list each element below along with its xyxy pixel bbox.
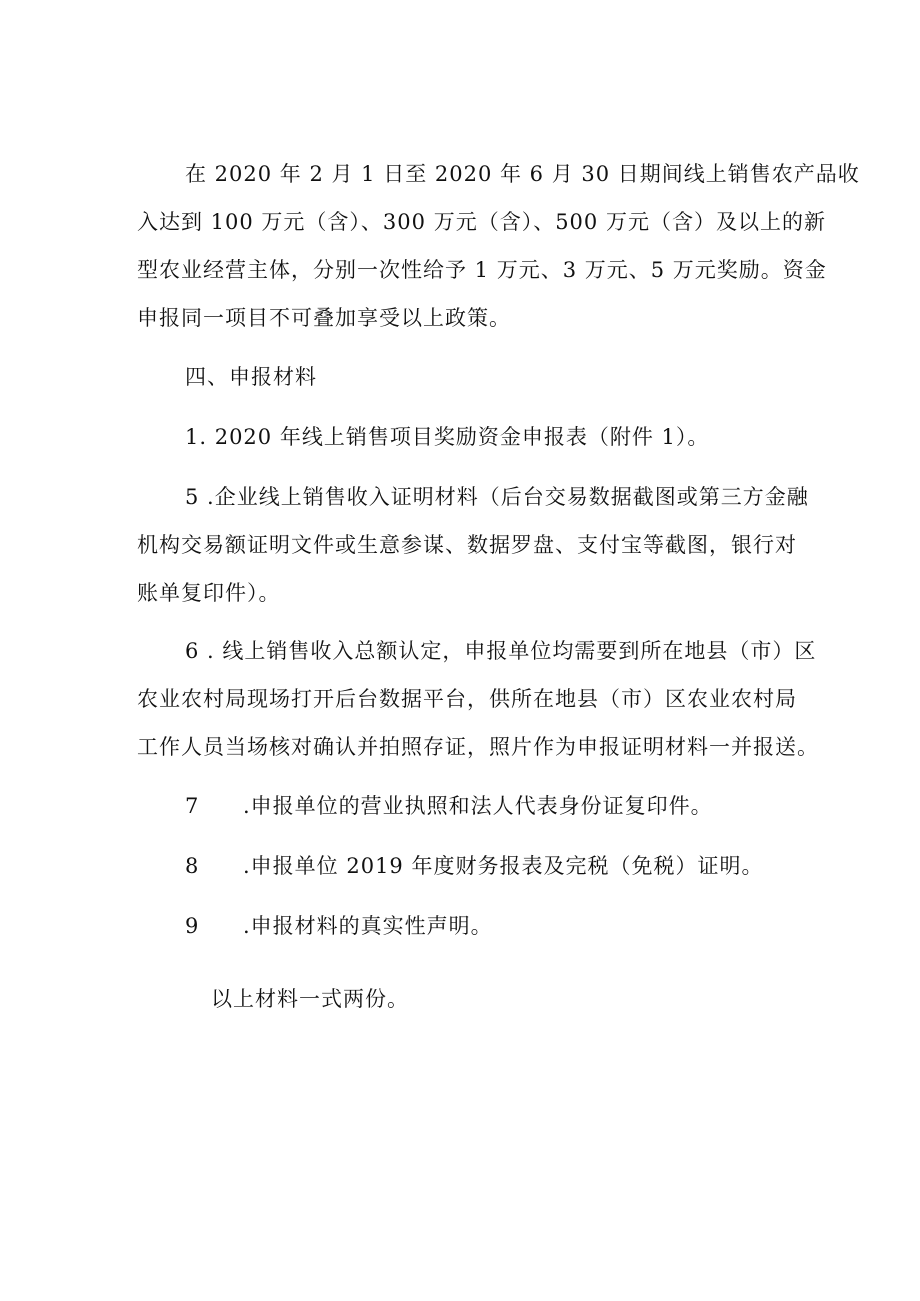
section-heading: 四、申报材料 [185, 365, 317, 389]
list-item-line: 账单复印件）。 [137, 581, 281, 605]
paragraph-line: 在 2020 年 2 月 1 日至 2020 年 6 月 30 日期间线上销售农产品收 [185, 162, 860, 186]
list-item-number: 7 [185, 794, 199, 818]
list-item-1: 1. 2020 年线上销售项目奖励资金申报表（附件 1）。 [185, 425, 710, 449]
paragraph-line: 型农业经营主体，分别一次性给予 1 万元、3 万元、5 万元奖励。资金 [137, 258, 827, 282]
list-item-line: 农业农村局现场打开后台数据平台，供所在地县（市）区农业农村局 [137, 687, 797, 711]
list-item-line: 5 .企业线上销售收入证明材料（后台交易数据截图或第三方金融 [185, 485, 809, 509]
list-item-number: 9 [185, 914, 199, 938]
paragraph-line: 入达到 100 万元（含）、300 万元（含）、500 万元（含）及以上的新 [137, 210, 826, 234]
list-item-line: 工作人员当场核对确认并拍照存证，照片作为申报证明材料一并报送。 [137, 735, 819, 759]
list-item-text: .申报单位的营业执照和法人代表身份证复印件。 [243, 794, 713, 818]
list-item-text: .申报材料的真实性声明。 [243, 914, 493, 938]
closing-note: 以上材料一式两份。 [211, 987, 409, 1011]
list-item-line: 6 . 线上销售收入总额认定，申报单位均需要到所在地县（市）区 [185, 639, 817, 663]
list-item-number: 8 [185, 854, 199, 878]
list-item-text: .申报单位 2019 年度财务报表及完税（免税）证明。 [243, 854, 764, 878]
list-item-line: 机构交易额证明文件或生意参谋、数据罗盘、支付宝等截图，银行对 [137, 533, 797, 557]
paragraph-line: 申报同一项目不可叠加享受以上政策。 [137, 306, 511, 330]
